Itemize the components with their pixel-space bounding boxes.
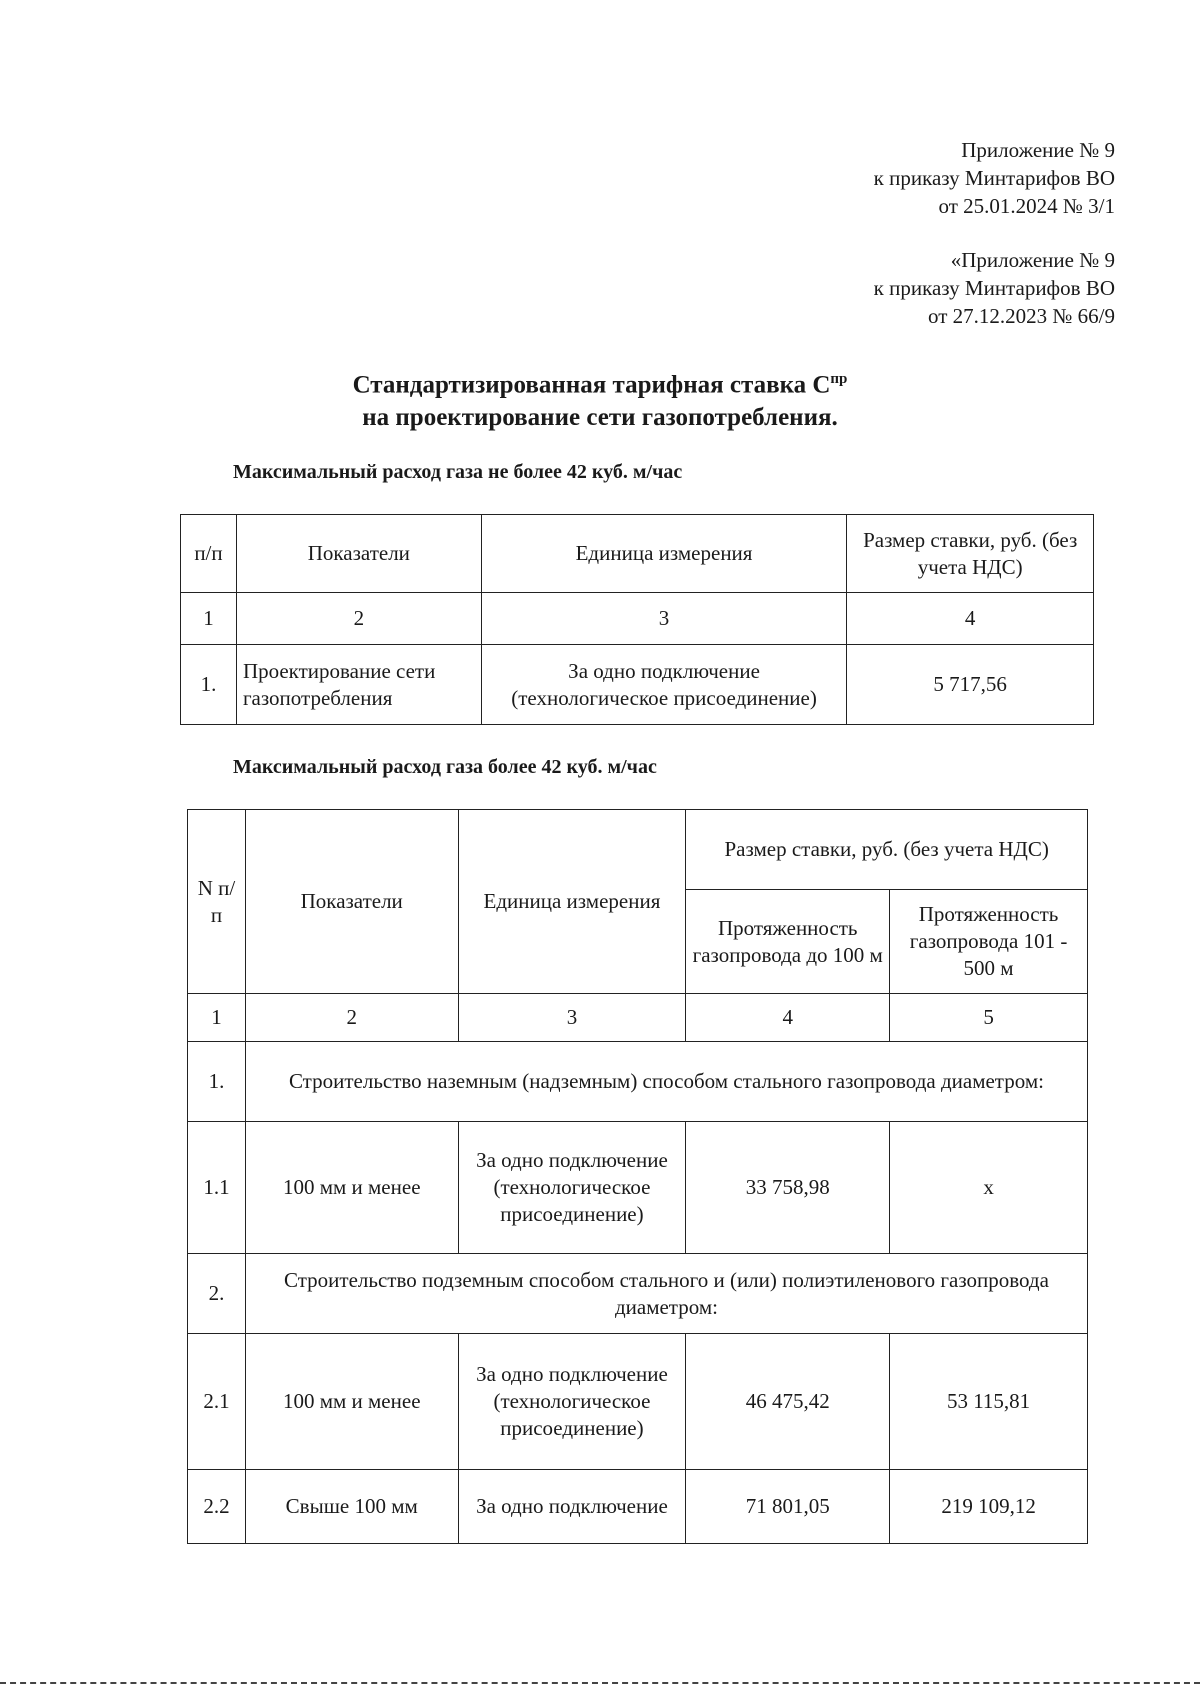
header-length-up-to-100: Протяженность газопровода до 100 м (686, 890, 890, 994)
table-row (188, 1122, 1088, 1254)
row-indicator: Проектирование сети газопотребления (236, 645, 481, 725)
table-row (188, 1470, 1088, 1544)
column-number: 4 (847, 593, 1094, 645)
header-unit: Единица измерения (458, 810, 686, 994)
header-length-101-500: Протяженность газопровода 101 - 500 м (890, 890, 1088, 994)
row-value: 5 717,56 (847, 645, 1094, 725)
row-indicator: 100 мм и менее (245, 1334, 458, 1470)
header-indicator: Показатели (236, 515, 481, 593)
header-rate: Размер ставки, руб. (без учета НДС) (847, 515, 1094, 593)
column-number: 3 (481, 593, 847, 645)
section-title: Строительство наземным (надземным) способом стального газопровода диаметром: (245, 1042, 1087, 1122)
scan-edge-line (0, 1682, 1200, 1684)
column-number: 2 (236, 593, 481, 645)
column-number: 4 (686, 994, 890, 1042)
order-reference: к приказу Минтарифов ВО (873, 166, 1115, 190)
table2-subtitle: Максимальный расход газа более 42 куб. м/час (233, 756, 657, 778)
column-number: 5 (890, 994, 1088, 1042)
appendix-number: Приложение № 9 (961, 138, 1115, 162)
table1-subtitle: Максимальный расход газа не более 42 куб. м/час (233, 461, 683, 483)
column-numbering-row (181, 593, 1094, 645)
previous-appendix-header (874, 246, 1115, 330)
column-numbering-row (188, 994, 1088, 1042)
row-value-101-500: х (890, 1122, 1088, 1254)
row-number: 2.1 (188, 1334, 246, 1470)
row-indicator: 100 мм и менее (245, 1122, 458, 1254)
header-indicator: Показатели (245, 810, 458, 994)
column-number: 3 (458, 994, 686, 1042)
row-value-up-to-100: 71 801,05 (686, 1470, 890, 1544)
rate-table-large (187, 809, 1088, 1544)
row-unit: За одно подключение (458, 1470, 686, 1544)
row-unit: За одно подключение (технологическое присоединение) (481, 645, 847, 725)
header-unit: Единица измерения (481, 515, 847, 593)
row-number: 1.1 (188, 1122, 246, 1254)
header-rate: Размер ставки, руб. (без учета НДС) (686, 810, 1088, 890)
order-date: от 25.01.2024 № 3/1 (938, 194, 1115, 218)
row-number: 1. (181, 645, 237, 725)
previous-order-reference: к приказу Минтарифов ВО (873, 276, 1115, 300)
table-row (181, 645, 1094, 725)
section-title: Строительство подземным способом стального и (или) полиэтиленового газопровода диаметром: (245, 1254, 1087, 1334)
section-row (188, 1254, 1088, 1334)
header-number: п/п (181, 515, 237, 593)
table-row (188, 1334, 1088, 1470)
rate-table-small (180, 514, 1094, 725)
appendix-header (874, 136, 1115, 220)
row-number: 2.2 (188, 1470, 246, 1544)
title-line-2: на проектирование сети газопотребления. (362, 404, 838, 432)
section-number: 1. (188, 1042, 246, 1122)
row-unit: За одно подключение (технологическое присоединение) (458, 1122, 686, 1254)
section-row (188, 1042, 1088, 1122)
row-value-up-to-100: 46 475,42 (686, 1334, 890, 1470)
title-superscript: пр (830, 371, 848, 387)
table-header-row (188, 810, 1088, 890)
row-unit: За одно подключение (технологическое присоединение) (458, 1334, 686, 1470)
document-title (0, 363, 1200, 434)
column-number: 2 (245, 994, 458, 1042)
previous-appendix-number: «Приложение № 9 (950, 248, 1115, 272)
row-value-101-500: 53 115,81 (890, 1334, 1088, 1470)
row-value-up-to-100: 33 758,98 (686, 1122, 890, 1254)
title-line-1: Стандартизированная тарифная ставка С (352, 371, 831, 399)
row-value-101-500: 219 109,12 (890, 1470, 1088, 1544)
header-number: N п/п (188, 810, 246, 994)
column-number: 1 (188, 994, 246, 1042)
table-header-row (181, 515, 1094, 593)
section-number: 2. (188, 1254, 246, 1334)
row-indicator: Свыше 100 мм (245, 1470, 458, 1544)
previous-order-date: от 27.12.2023 № 66/9 (927, 304, 1115, 328)
column-number: 1 (181, 593, 237, 645)
